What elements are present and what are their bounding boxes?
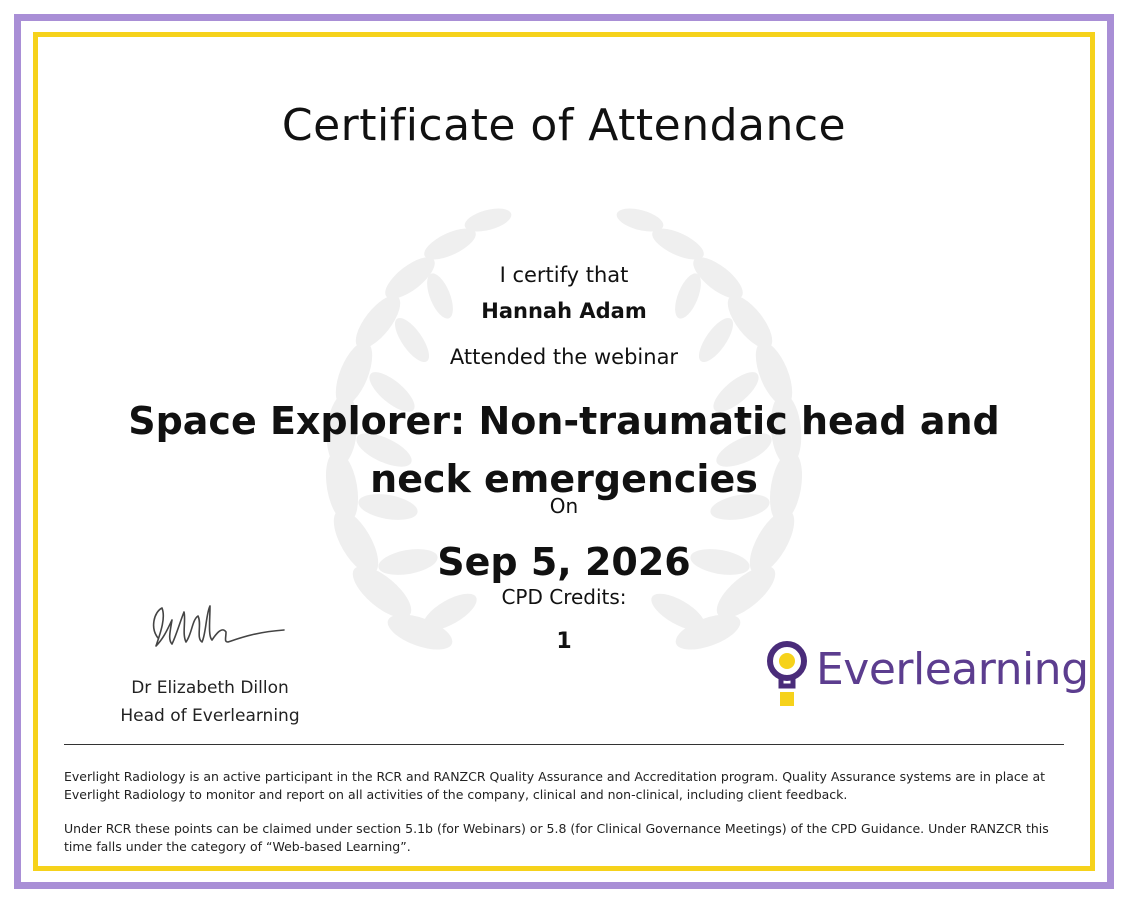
attended-text: Attended the webinar xyxy=(449,345,679,369)
footer-paragraph-cpd: Under RCR these points can be claimed under section 5.1b (for Webinars) or 5.8 (for Clinical Governance Meetings) of the CPD Guidance. Under RANZCR this time falls under the category of “Web-based Learning”. xyxy=(64,821,1049,854)
attendee-name: Hannah Adam xyxy=(481,299,647,323)
everlearning-logo xyxy=(766,640,1089,710)
signature-image xyxy=(146,598,296,668)
cpd-credits-label: CPD Credits: xyxy=(501,585,627,609)
logo-text: Everlearning xyxy=(816,644,1089,695)
lightbulb-icon xyxy=(766,640,810,708)
footer-paragraph-qa: Everlight Radiology is an active participant in the RCR and RANZCR Quality Assurance and Accreditation program. Quality Assurance systems are in place at Everlight Radiology to monitor and report on all activities of the company, clinical and non-clinical, including client feedback. xyxy=(64,769,1046,802)
webinar-title: Space Explorer: Non-traumatic head and neck emergencies xyxy=(128,399,1000,501)
signatory-role: Head of Everlearning xyxy=(120,706,300,726)
signatory-name: Dr Elizabeth Dillon xyxy=(131,678,289,698)
attendance-date: Sep 5, 2026 xyxy=(437,540,691,584)
certify-text: I certify that xyxy=(499,263,629,287)
footer-divider xyxy=(64,744,1064,745)
on-text: On xyxy=(549,494,579,518)
cpd-credits-value: 1 xyxy=(556,629,572,654)
certificate-title: Certificate of Attendance xyxy=(281,100,847,151)
